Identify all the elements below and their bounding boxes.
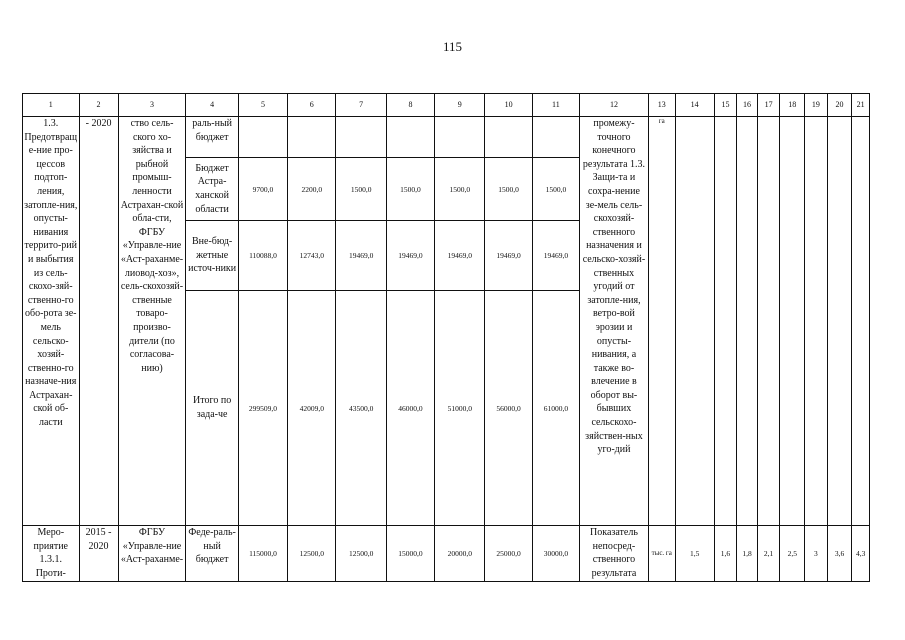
col-header: 11 [532, 94, 579, 117]
col-header: 6 [288, 94, 336, 117]
task-unit: га [648, 117, 675, 526]
value-cell: 12743,0 [288, 221, 336, 291]
funding-source: Вне-бюд-жетные источ-ники [186, 221, 238, 291]
col-header: 2 [79, 94, 118, 117]
col-header: 18 [780, 94, 805, 117]
value-cell: 46000,0 [386, 291, 434, 526]
col-header: 10 [485, 94, 532, 117]
value-cell: 12500,0 [288, 526, 336, 582]
value-cell [336, 117, 386, 158]
header-row [23, 94, 870, 117]
measure-row [23, 526, 870, 582]
value-cell [386, 117, 434, 158]
task-period: - 2020 [79, 117, 118, 526]
measure-indicator: Показатель непосред-ственного результата [580, 526, 649, 582]
col-header: 1 [23, 94, 80, 117]
program-table [22, 93, 870, 582]
target-cell [827, 117, 852, 526]
value-cell: 43500,0 [336, 291, 386, 526]
funding-source: Бюджет Астра-ханской области [186, 158, 238, 221]
value-cell: 61000,0 [532, 291, 579, 526]
value-cell: 2200,0 [288, 158, 336, 221]
target-cell: 3,6 [827, 526, 852, 582]
value-cell: 1500,0 [386, 158, 434, 221]
col-header: 12 [580, 94, 649, 117]
target-cell: 1,6 [714, 526, 737, 582]
value-cell [532, 117, 579, 158]
measure-unit: тыс. га [648, 526, 675, 582]
value-cell: 19469,0 [386, 221, 434, 291]
col-header: 9 [435, 94, 485, 117]
value-cell: 1500,0 [532, 158, 579, 221]
value-cell: 1500,0 [336, 158, 386, 221]
value-cell [288, 117, 336, 158]
funding-source: раль-ный бюджет [186, 117, 238, 158]
measure-executor: ФГБУ «Управле-ние «Аст-раханме- [118, 526, 186, 582]
value-cell: 19469,0 [336, 221, 386, 291]
col-header: 16 [737, 94, 758, 117]
value-cell [435, 117, 485, 158]
target-cell [805, 117, 828, 526]
col-header: 17 [757, 94, 780, 117]
value-cell: 20000,0 [435, 526, 485, 582]
value-cell: 56000,0 [485, 291, 532, 526]
task-name: 1.3. Предотвраще-ние про-цессов подтоп-ления, затопле-ния, опусты-нивания террито-рий и выбытия из сель-скохо-зяй-ственно-го обо-рота зе-мель сельско-хозяй-ственно-го назначе-ния Астрахан-ской об-ласти [23, 117, 80, 526]
col-header: 8 [386, 94, 434, 117]
target-cell: 1,8 [737, 526, 758, 582]
target-cell [675, 117, 714, 526]
value-cell: 51000,0 [435, 291, 485, 526]
value-cell: 9700,0 [238, 158, 287, 221]
value-cell: 19469,0 [435, 221, 485, 291]
target-cell [714, 117, 737, 526]
target-cell [757, 117, 780, 526]
target-cell: 1,5 [675, 526, 714, 582]
task-executor: ство сель-ского хо-зяйства и рыбной промыш-ленности Астрахан-ской обла-сти, ФГБУ «Управле-ние «Аст-раханме-лиовод-хоз», сель-скохозяй-ственные товаро-произво-дители (по согласова-нию) [118, 117, 186, 526]
col-header: 20 [827, 94, 852, 117]
value-cell: 12500,0 [336, 526, 386, 582]
value-cell: 110088,0 [238, 221, 287, 291]
col-header: 13 [648, 94, 675, 117]
col-header: 19 [805, 94, 828, 117]
task-row-federal [23, 117, 870, 158]
value-cell: 19469,0 [485, 221, 532, 291]
target-cell: 3 [805, 526, 828, 582]
measure-name: Меро-приятие 1.3.1. Проти- [23, 526, 80, 582]
value-cell: 30000,0 [532, 526, 579, 582]
value-cell: 25000,0 [485, 526, 532, 582]
col-header: 14 [675, 94, 714, 117]
target-cell [780, 117, 805, 526]
value-cell: 115000,0 [238, 526, 287, 582]
value-cell: 19469,0 [532, 221, 579, 291]
value-cell [238, 117, 287, 158]
task-indicator: промежу-точного конечного результата 1.3. Защи-та и сохра-нение зе-мель сель-скохозяй-ственного назначения и сельско-хозяй-ственных угодий от затопле-ния, ветро-вой эрозии и опусты-нивания, а также во-влечение в оборот вы-бывших сельскохо-зяйствен-ных уго-дий [580, 117, 649, 526]
funding-source: Итого по зада-че [186, 291, 238, 526]
col-header: 5 [238, 94, 287, 117]
target-cell: 2,5 [780, 526, 805, 582]
value-cell: 1500,0 [435, 158, 485, 221]
value-cell [485, 117, 532, 158]
measure-period: 2015 - 2020 [79, 526, 118, 582]
target-cell [852, 117, 870, 526]
col-header: 7 [336, 94, 386, 117]
value-cell: 42009,0 [288, 291, 336, 526]
funding-source: Феде-раль-ный бюджет [186, 526, 238, 582]
value-cell: 15000,0 [386, 526, 434, 582]
value-cell: 299509,0 [238, 291, 287, 526]
col-header: 21 [852, 94, 870, 117]
page-number: 115 [442, 39, 463, 54]
target-cell: 2,1 [757, 526, 780, 582]
col-header: 4 [186, 94, 238, 117]
col-header: 15 [714, 94, 737, 117]
target-cell [737, 117, 758, 526]
target-cell: 4,3 [852, 526, 870, 582]
col-header: 3 [118, 94, 186, 117]
value-cell: 1500,0 [485, 158, 532, 221]
